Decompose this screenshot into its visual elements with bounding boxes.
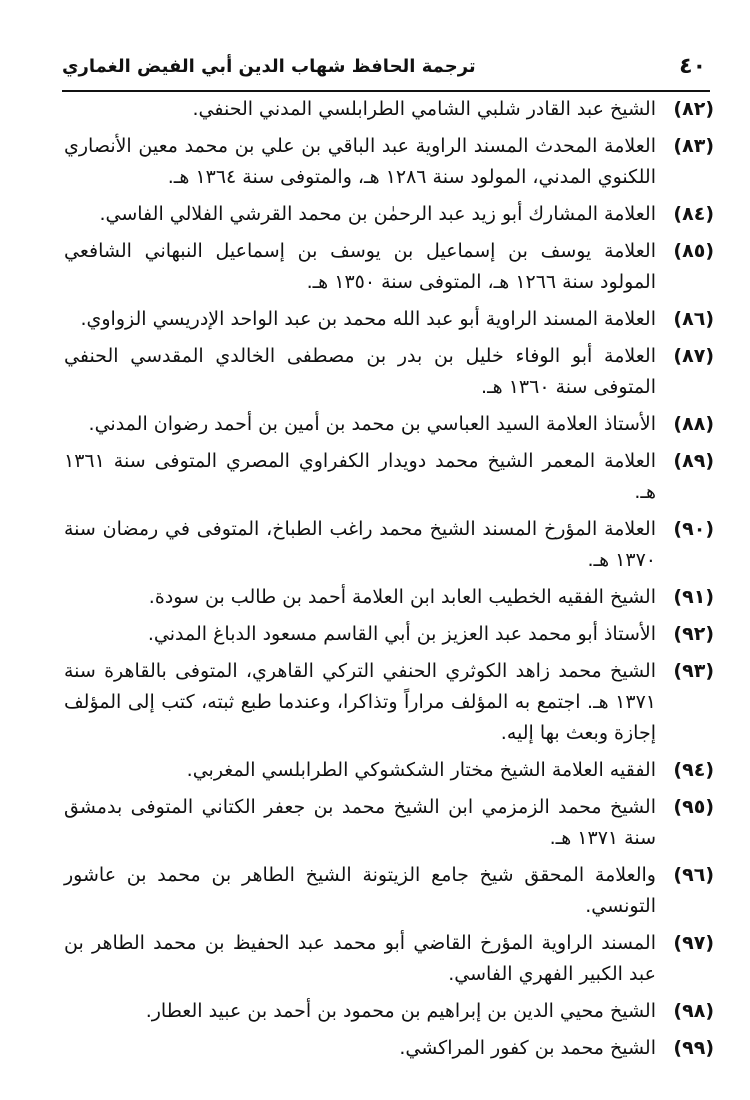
entry-text: المسند الراوية المؤرخ القاضي أبو محمد عبد الحفيظ بن محمد الطاهر بن عبد الكبير الفهري الفاسي. [64, 932, 656, 985]
entry-text: العلامة أبو الوفاء خليل بن بدر بن مصطفى الخالدي المقدسي الحنفي المتوفى سنة ١٣٦٠ هـ. [64, 345, 656, 398]
entry-number: (٨٩) [673, 450, 714, 472]
list-item [64, 619, 714, 650]
entry-number: (٩٥) [673, 796, 714, 818]
entry-number: (٩٠) [673, 518, 714, 540]
entry-number: (٩٤) [673, 759, 714, 781]
page-header [62, 50, 710, 92]
entry-number: (٨٣) [673, 135, 714, 157]
list-item [64, 304, 714, 335]
entry-text: العلامة المعمر الشيخ محمد دويدار الكفراوي المصري المتوفى سنة ١٣٦١ هـ. [64, 450, 656, 503]
list-item [64, 928, 714, 990]
entry-list [64, 94, 714, 1070]
list-item [64, 199, 714, 230]
list-item [64, 446, 714, 508]
list-item [64, 582, 714, 613]
entry-number: (٩٢) [673, 623, 714, 645]
entry-text: الفقيه العلامة الشيخ مختار الشكشوكي الطرابلسي المغربي. [186, 759, 656, 781]
entry-number: (٩٧) [673, 932, 714, 954]
entry-number: (٩٨) [673, 1000, 714, 1022]
list-item [64, 94, 714, 125]
entry-text: العلامة المسند الراوية أبو عبد الله محمد بن عبد الواحد الإدريسي الزواوي. [80, 308, 656, 330]
entry-number: (٨٧) [673, 345, 714, 367]
list-item [64, 236, 714, 298]
entry-number: (٩٩) [673, 1037, 714, 1059]
running-title: ترجمة الحافظ شهاب الدين أبي الفيض الغماري [62, 56, 476, 77]
entry-text: العلامة المحدث المسند الراوية عبد الباقي بن علي بن محمد معين الأنصاري اللكنوي المدني، المولود سنة ١٢٨٦ هـ، والمتوفى سنة ١٣٦٤ هـ. [64, 135, 656, 188]
entry-number: (٨٥) [673, 240, 714, 262]
list-item [64, 656, 714, 749]
entry-text: العلامة المشارك أبو زيد عبد الرحمٰن بن محمد القرشي الفلالي الفاسي. [99, 203, 656, 225]
list-item [64, 1033, 714, 1064]
entry-text: الشيخ محمد الزمزمي ابن الشيخ محمد بن جعفر الكتاني المتوفى بدمشق سنة ١٣٧١ هـ. [64, 796, 656, 849]
entry-number: (٨٤) [673, 203, 714, 225]
entry-text: الشيخ محمد زاهد الكوثري الحنفي التركي القاهري، المتوفى بالقاهرة سنة ١٣٧١ هـ. اجتمع به المؤلف مراراً وتذاكرا، وعندما طبع ثبته، كتب إلى المؤلف إجازة وبعث بها إليه. [64, 660, 656, 744]
entry-number: (٨٨) [673, 413, 714, 435]
list-item [64, 409, 714, 440]
entry-text: الشيخ محيي الدين بن إبراهيم بن محمود بن أحمد بن عبيد العطار. [145, 1000, 656, 1022]
list-item [64, 514, 714, 576]
page-number: ٤٠ [679, 54, 706, 79]
list-item [64, 792, 714, 854]
entry-text: الأستاذ أبو محمد عبد العزيز بن أبي القاسم مسعود الدباغ المدني. [147, 623, 656, 645]
entry-text: الشيخ محمد بن كفور المراكشي. [399, 1037, 656, 1059]
entry-number: (٩١) [673, 586, 714, 608]
entry-text: والعلامة المحقق شيخ جامع الزيتونة الشيخ الطاهر بن محمد بن عاشور التونسي. [64, 864, 656, 917]
list-item [64, 341, 714, 403]
entry-text: العلامة يوسف بن إسماعيل بن يوسف بن إسماعيل النبهاني الشافعي المولود سنة ١٢٦٦ هـ، المتوفى سنة ١٣٥٠ هـ. [64, 240, 656, 293]
entry-text: الأستاذ العلامة السيد العباسي بن محمد بن أمين بن أحمد رضوان المدني. [88, 413, 656, 435]
list-item [64, 131, 714, 193]
entry-number: (٨٦) [673, 308, 714, 330]
entry-number: (٩٣) [673, 660, 714, 682]
entry-text: الشيخ عبد القادر شلبي الشامي الطرابلسي المدني الحنفي. [192, 98, 656, 120]
entry-text: العلامة المؤرخ المسند الشيخ محمد راغب الطباخ، المتوفى في رمضان سنة ١٣٧٠ هـ. [64, 518, 656, 571]
list-item [64, 860, 714, 922]
list-item [64, 996, 714, 1027]
list-item [64, 755, 714, 786]
entry-number: (٨٢) [673, 98, 714, 120]
entry-number: (٩٦) [673, 864, 714, 886]
entry-text: الشيخ الفقيه الخطيب العابد ابن العلامة أحمد بن طالب بن سودة. [148, 586, 656, 608]
